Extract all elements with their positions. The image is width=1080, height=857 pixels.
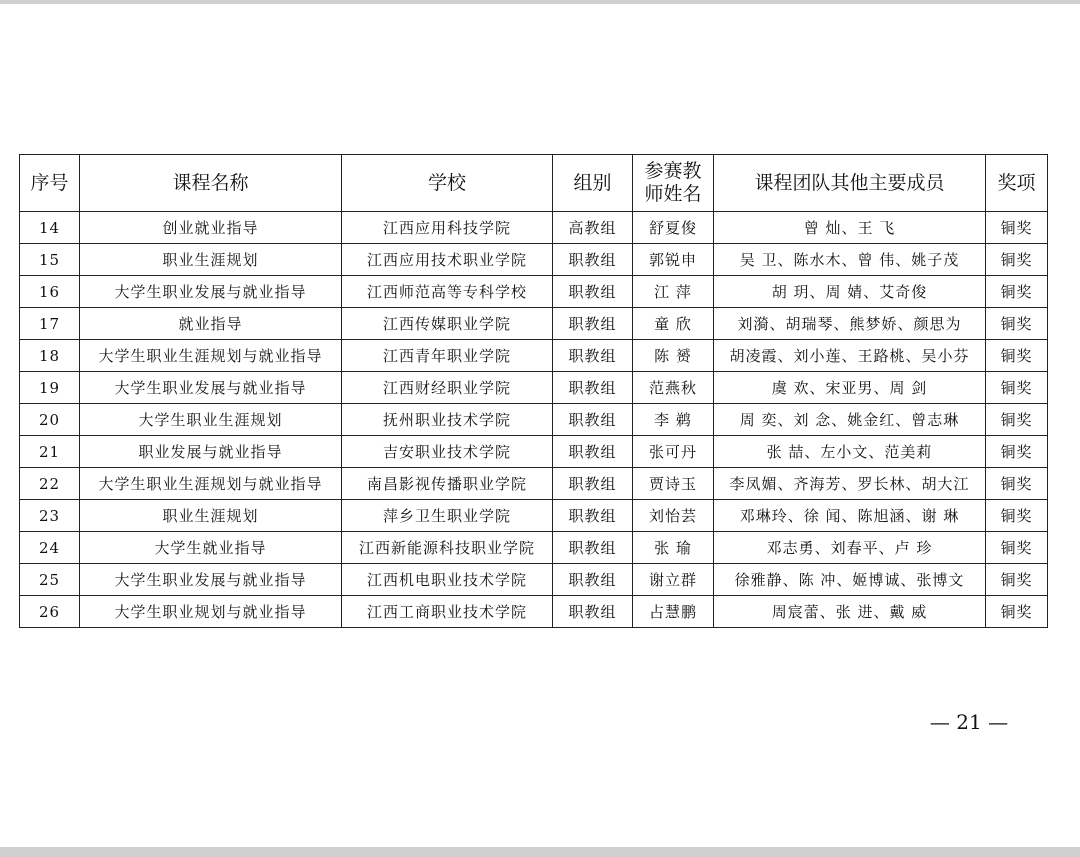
cell-index: 24 bbox=[20, 532, 80, 564]
cell-award: 铜奖 bbox=[986, 244, 1048, 276]
cell-group: 职教组 bbox=[553, 500, 633, 532]
cell-group: 职教组 bbox=[553, 308, 633, 340]
cell-group: 职教组 bbox=[553, 276, 633, 308]
cell-course-name: 大学生就业指导 bbox=[80, 532, 342, 564]
cell-award: 铜奖 bbox=[986, 436, 1048, 468]
cell-award: 铜奖 bbox=[986, 340, 1048, 372]
cell-group: 职教组 bbox=[553, 468, 633, 500]
cell-school: 江西青年职业学院 bbox=[342, 340, 553, 372]
cell-school: 江西新能源科技职业学院 bbox=[342, 532, 553, 564]
header-school: 学校 bbox=[342, 155, 553, 212]
cell-course-name: 职业生涯规划 bbox=[80, 500, 342, 532]
table-row bbox=[20, 436, 1048, 468]
table-row bbox=[20, 596, 1048, 628]
table-row bbox=[20, 308, 1048, 340]
cell-course-name: 创业就业指导 bbox=[80, 212, 342, 244]
top-border-strip bbox=[0, 0, 1080, 4]
cell-course-name: 职业生涯规划 bbox=[80, 244, 342, 276]
cell-award: 铜奖 bbox=[986, 596, 1048, 628]
header-course-name: 课程名称 bbox=[80, 155, 342, 212]
cell-group: 职教组 bbox=[553, 244, 633, 276]
cell-group: 职教组 bbox=[553, 436, 633, 468]
cell-course-name: 大学生职业发展与就业指导 bbox=[80, 564, 342, 596]
cell-team-members: 胡凌霞、刘小莲、王路桃、吴小芬 bbox=[714, 340, 986, 372]
table-row bbox=[20, 468, 1048, 500]
page-number: — 21 — bbox=[929, 710, 1009, 734]
table-row bbox=[20, 500, 1048, 532]
table-row bbox=[20, 372, 1048, 404]
cell-group: 职教组 bbox=[553, 340, 633, 372]
cell-group: 职教组 bbox=[553, 532, 633, 564]
cell-team-members: 曾 灿、王 飞 bbox=[714, 212, 986, 244]
header-index: 序号 bbox=[20, 155, 80, 212]
cell-school: 江西应用技术职业学院 bbox=[342, 244, 553, 276]
header-team-members: 课程团队其他主要成员 bbox=[714, 155, 986, 212]
cell-school: 南昌影视传播职业学院 bbox=[342, 468, 553, 500]
cell-team-members: 李凤媚、齐海芳、罗长林、胡大江 bbox=[714, 468, 986, 500]
cell-group: 职教组 bbox=[553, 564, 633, 596]
cell-teacher: 陈 赟 bbox=[633, 340, 714, 372]
cell-course-name: 职业发展与就业指导 bbox=[80, 436, 342, 468]
cell-group: 职教组 bbox=[553, 596, 633, 628]
cell-course-name: 就业指导 bbox=[80, 308, 342, 340]
cell-team-members: 周 奕、刘 念、姚金红、曾志琳 bbox=[714, 404, 986, 436]
cell-team-members: 张 喆、左小文、范美莉 bbox=[714, 436, 986, 468]
cell-teacher: 刘怡芸 bbox=[633, 500, 714, 532]
cell-index: 17 bbox=[20, 308, 80, 340]
cell-course-name: 大学生职业生涯规划 bbox=[80, 404, 342, 436]
cell-school: 江西财经职业学院 bbox=[342, 372, 553, 404]
cell-course-name: 大学生职业生涯规划与就业指导 bbox=[80, 468, 342, 500]
cell-course-name: 大学生职业规划与就业指导 bbox=[80, 596, 342, 628]
cell-award: 铜奖 bbox=[986, 532, 1048, 564]
cell-team-members: 虞 欢、宋亚男、周 剑 bbox=[714, 372, 986, 404]
cell-team-members: 吴 卫、陈水木、曾 伟、姚子茂 bbox=[714, 244, 986, 276]
header-teacher: 参赛教师姓名 bbox=[633, 155, 714, 212]
cell-teacher: 贾诗玉 bbox=[633, 468, 714, 500]
cell-index: 18 bbox=[20, 340, 80, 372]
cell-index: 16 bbox=[20, 276, 80, 308]
cell-school: 萍乡卫生职业学院 bbox=[342, 500, 553, 532]
bottom-border-strip bbox=[0, 847, 1080, 857]
cell-award: 铜奖 bbox=[986, 308, 1048, 340]
cell-award: 铜奖 bbox=[986, 372, 1048, 404]
cell-group: 高教组 bbox=[553, 212, 633, 244]
cell-school: 江西应用科技学院 bbox=[342, 212, 553, 244]
cell-award: 铜奖 bbox=[986, 212, 1048, 244]
cell-team-members: 邓志勇、刘春平、卢 珍 bbox=[714, 532, 986, 564]
cell-teacher: 江 萍 bbox=[633, 276, 714, 308]
cell-index: 14 bbox=[20, 212, 80, 244]
cell-school: 抚州职业技术学院 bbox=[342, 404, 553, 436]
cell-teacher: 范燕秋 bbox=[633, 372, 714, 404]
cell-school: 江西工商职业技术学院 bbox=[342, 596, 553, 628]
cell-index: 22 bbox=[20, 468, 80, 500]
cell-teacher: 张 瑜 bbox=[633, 532, 714, 564]
cell-course-name: 大学生职业生涯规划与就业指导 bbox=[80, 340, 342, 372]
cell-teacher: 李 鹈 bbox=[633, 404, 714, 436]
cell-teacher: 张可丹 bbox=[633, 436, 714, 468]
header-award: 奖项 bbox=[986, 155, 1048, 212]
cell-index: 23 bbox=[20, 500, 80, 532]
cell-school: 江西传媒职业学院 bbox=[342, 308, 553, 340]
cell-award: 铜奖 bbox=[986, 500, 1048, 532]
table-body bbox=[20, 212, 1048, 628]
cell-index: 25 bbox=[20, 564, 80, 596]
cell-award: 铜奖 bbox=[986, 276, 1048, 308]
cell-team-members: 胡 玥、周 婧、艾奇俊 bbox=[714, 276, 986, 308]
cell-team-members: 刘漪、胡瑞琴、熊梦娇、颜思为 bbox=[714, 308, 986, 340]
cell-index: 15 bbox=[20, 244, 80, 276]
cell-course-name: 大学生职业发展与就业指导 bbox=[80, 276, 342, 308]
cell-course-name: 大学生职业发展与就业指导 bbox=[80, 372, 342, 404]
cell-index: 20 bbox=[20, 404, 80, 436]
table-row bbox=[20, 404, 1048, 436]
cell-award: 铜奖 bbox=[986, 468, 1048, 500]
cell-teacher: 占慧鹏 bbox=[633, 596, 714, 628]
cell-index: 19 bbox=[20, 372, 80, 404]
cell-team-members: 周宸蕾、张 进、戴 威 bbox=[714, 596, 986, 628]
cell-index: 21 bbox=[20, 436, 80, 468]
cell-teacher: 舒夏俊 bbox=[633, 212, 714, 244]
table-header-row bbox=[20, 155, 1048, 212]
cell-index: 26 bbox=[20, 596, 80, 628]
cell-team-members: 徐雅静、陈 冲、姬博诚、张博文 bbox=[714, 564, 986, 596]
table-row bbox=[20, 532, 1048, 564]
header-group: 组别 bbox=[553, 155, 633, 212]
table-row bbox=[20, 564, 1048, 596]
cell-school: 江西机电职业技术学院 bbox=[342, 564, 553, 596]
awards-table bbox=[19, 154, 1048, 628]
cell-group: 职教组 bbox=[553, 404, 633, 436]
table-row bbox=[20, 276, 1048, 308]
cell-school: 江西师范高等专科学校 bbox=[342, 276, 553, 308]
cell-team-members: 邓琳玲、徐 闻、陈旭涵、谢 琳 bbox=[714, 500, 986, 532]
cell-teacher: 童 欣 bbox=[633, 308, 714, 340]
table-row bbox=[20, 340, 1048, 372]
cell-school: 吉安职业技术学院 bbox=[342, 436, 553, 468]
cell-teacher: 谢立群 bbox=[633, 564, 714, 596]
cell-award: 铜奖 bbox=[986, 564, 1048, 596]
cell-teacher: 郭锐申 bbox=[633, 244, 714, 276]
cell-award: 铜奖 bbox=[986, 404, 1048, 436]
cell-group: 职教组 bbox=[553, 372, 633, 404]
table-row bbox=[20, 244, 1048, 276]
table-row bbox=[20, 212, 1048, 244]
